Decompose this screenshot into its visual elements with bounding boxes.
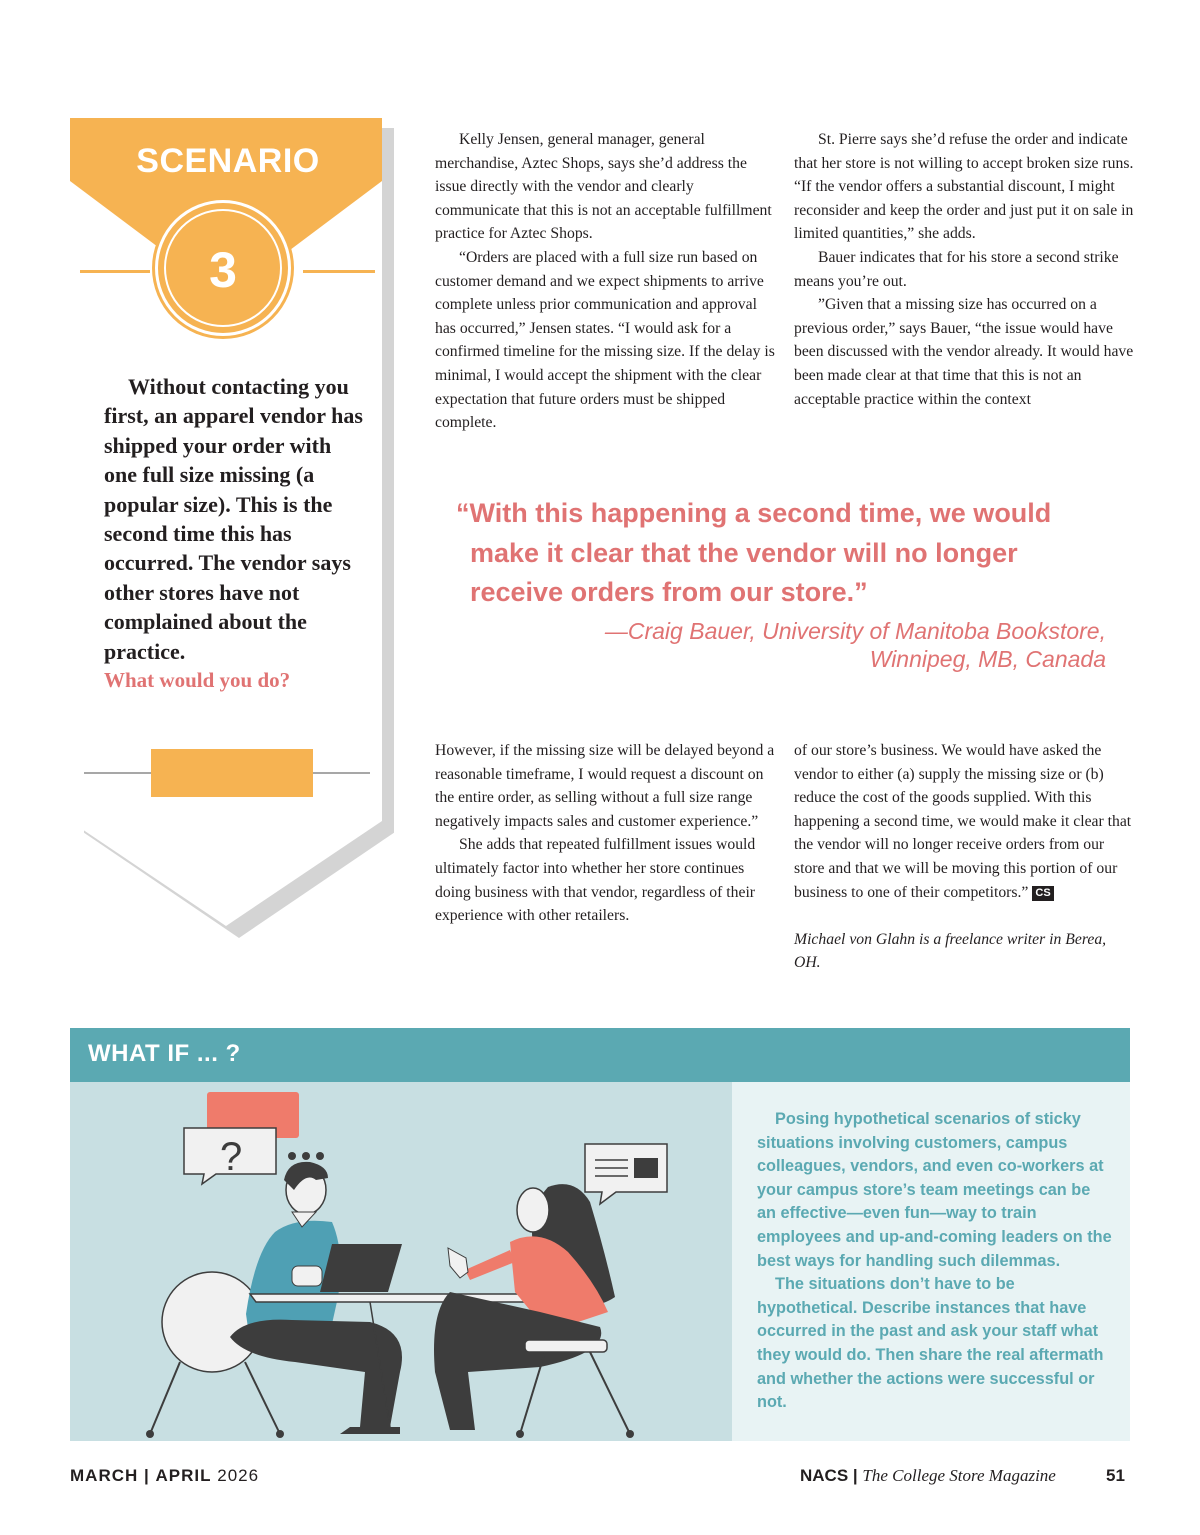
footer-year: 2026 xyxy=(217,1466,260,1485)
article-column-2 xyxy=(794,128,1134,411)
footer-brand-separator: | xyxy=(852,1466,858,1485)
ellipsis-dot xyxy=(288,1152,296,1160)
end-mark-icon: CS xyxy=(1032,886,1053,901)
pull-quote xyxy=(456,494,1106,613)
ellipsis-dot xyxy=(302,1152,310,1160)
laptop-icon xyxy=(320,1244,402,1292)
scenario-question-first: Without contacting xyxy=(128,374,310,399)
footer-magazine: The College Store Magazine xyxy=(862,1466,1056,1485)
author-byline: Michael von Glahn is a freelance writer in Berea, OH. xyxy=(794,930,1107,972)
decorative-rule-left xyxy=(80,270,150,273)
paragraph: Posing hypothetical scenarios of sticky situations involving customers, campus colleagues, vendors, and even co-workers at your campus store’s team meetings can be an effective—even fun—way to train employees and up-and-coming leaders on the best ways for handling such dilemmas. xyxy=(757,1110,1112,1270)
page-number: 51 xyxy=(1106,1466,1125,1485)
paragraph: The situations don’t have to be hypothetical. Describe instances that have occurred in the past and ask your staff what they would do. Then share the real aftermath and whether the actions were successful or not. xyxy=(757,1275,1104,1412)
footer-issue-date xyxy=(70,1466,259,1486)
table-top xyxy=(250,1294,540,1302)
pull-quote-line: make it clear that the vendor will no longer xyxy=(470,537,1018,568)
man-legs xyxy=(230,1320,402,1427)
meeting-illustration-svg xyxy=(70,1082,732,1441)
decorative-rule-right xyxy=(303,270,375,273)
scenario-question-rest: you first, an apparel vendor has shipped your order with one full size missing (a popular size). This is the second time this has occurred. The vendor says other stores have not complained about the practice. xyxy=(104,374,363,664)
paragraph: She adds that repeated fulfillment issues would ultimately factor into whether her store continues doing business with that vendor, regardless of their experience with other retailers. xyxy=(435,836,756,925)
footer-separator: | xyxy=(144,1466,150,1485)
whatif-body xyxy=(757,1108,1112,1415)
scenario-number: 3 xyxy=(209,242,237,298)
article-column-1 xyxy=(435,128,775,435)
paragraph: “Orders are placed with a full size run based on customer demand and we expect shipments to arrive complete unless prior communication and approval has occurred,” Jensen states. “I would ask for a confirmed timeline for the missing size. If the delay is minimal, I would accept the shipment with the clear expectation that future orders must be shipped complete. xyxy=(435,248,775,432)
footer-month2: APRIL xyxy=(155,1466,212,1485)
footer-month1: MARCH xyxy=(70,1466,139,1485)
paragraph xyxy=(794,739,1134,904)
paragraph: Kelly Jensen, general manager, general merchandise, Aztec Shops, says she’d address the issue directly with the vendor and clearly communicate that this is not an acceptable fulfillment practice for Aztec Shops. xyxy=(435,131,772,243)
attribution-line: —Craig Bauer, University of Manitoba Bookstore, xyxy=(604,618,1106,644)
ellipsis-dot xyxy=(316,1152,324,1160)
whatif-title: WHAT IF ... ? xyxy=(88,1040,241,1067)
question-mark-icon: ? xyxy=(220,1135,243,1179)
footer-publication xyxy=(800,1466,1056,1486)
paragraph: ”Given that a missing size has occurred on a previous order,” says Bauer, “the issue would have been discussed with the vendor already. It would have been made clear at that time that this is not an acceptable practice within the context xyxy=(794,296,1134,408)
banner-orange-block xyxy=(151,749,313,797)
chair-back xyxy=(162,1272,262,1372)
article-column-4 xyxy=(794,739,1134,975)
pull-quote-line: receive orders from our store.” xyxy=(470,577,868,607)
stool-seat xyxy=(525,1340,607,1352)
footer-brand: NACS xyxy=(800,1466,849,1485)
attribution-line: Winnipeg, MB, Canada xyxy=(869,646,1106,672)
scenario-question xyxy=(104,372,366,666)
paragraph: Bauer indicates that for his store a second strike means you’re out. xyxy=(794,248,1119,290)
pull-quote-line: “With this happening a second time, we would xyxy=(456,498,1052,528)
scenario-label: SCENARIO xyxy=(136,142,320,180)
paragraph: St. Pierre says she’d refuse the order and indicate that her store is not willing to accept broken size runs. “If the vendor offers a substantial discount, I might reconsider and keep the order and just put it on sale in limited quantities,” she adds. xyxy=(794,131,1134,243)
woman-head xyxy=(517,1188,549,1232)
meeting-illustration xyxy=(70,1082,732,1441)
paragraph: However, if the missing size will be delayed beyond a reasonable timeframe, I would request a discount on the entire order, as selling without a full size range negatively impacts sales and customer experience.” xyxy=(435,742,775,830)
article-column-3 xyxy=(435,739,775,928)
pull-quote-attribution xyxy=(470,617,1106,673)
paragraph-text: of our store’s business. We would have asked the vendor to either (a) supply the missing size or (b) reduce the cost of the goods supplied. With this happening a second time, we would make it clear that the vendor will no longer receive orders from our store and that we will be moving this portion of our business to one of their competitors.” xyxy=(794,742,1132,901)
scenario-prompt: What would you do? xyxy=(104,668,291,692)
